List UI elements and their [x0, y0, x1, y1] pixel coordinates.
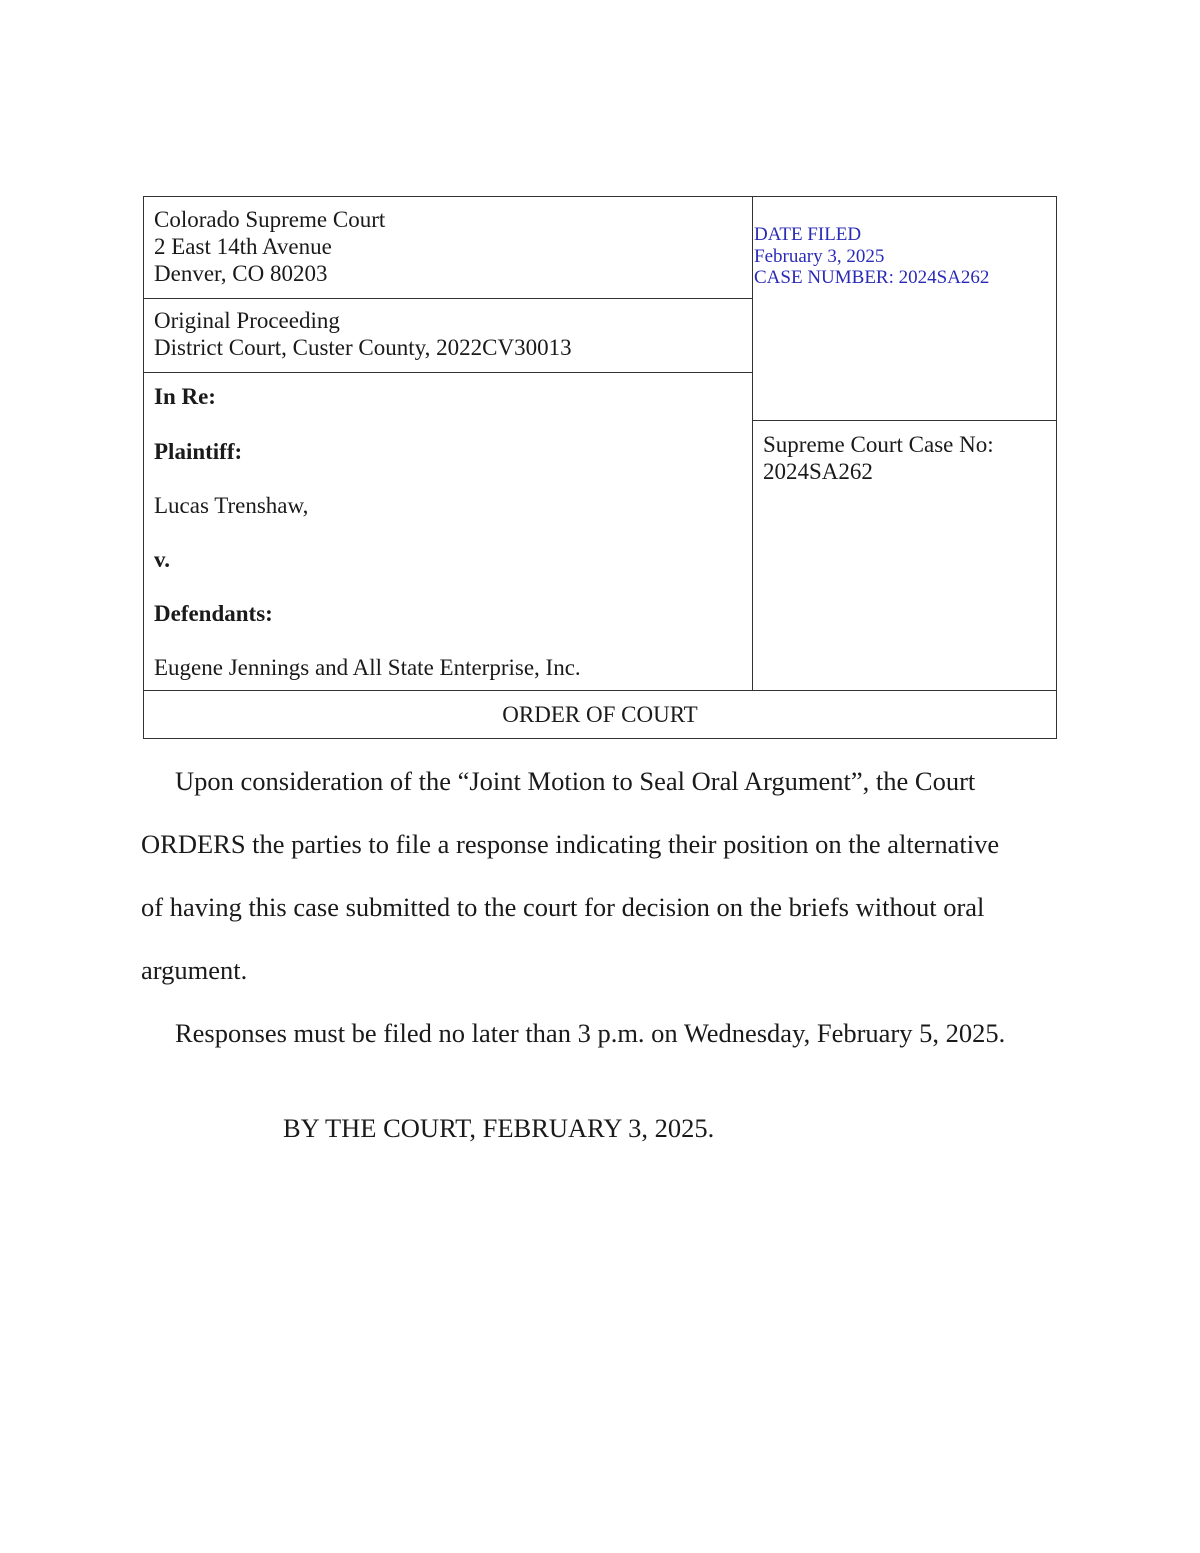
- court-name: Colorado Supreme Court: [154, 207, 386, 232]
- caption-divider-stamp: [752, 420, 1056, 421]
- order-paragraph2: Responses must be filed no later than 3 p.m. on Wednesday, February 5, 2025.: [175, 1018, 1006, 1048]
- plaintiff-name: Lucas Trenshaw,: [154, 493, 309, 518]
- caption-column-divider: [752, 197, 753, 691]
- lower-court: District Court, Custer County, 2022CV30013: [154, 335, 572, 360]
- court-address-line2: Denver, CO 80203: [154, 261, 328, 286]
- signature-line: BY THE COURT, FEBRUARY 3, 2025.: [283, 1113, 715, 1143]
- case-number-block: [763, 431, 994, 485]
- order-paragraph1-line2: ORDERS the parties to file a response indicating their position on the alternative: [141, 829, 1000, 859]
- court-address-line1: 2 East 14th Avenue: [154, 234, 332, 259]
- order-paragraph1-line4: argument.: [141, 955, 248, 985]
- proceeding-block: [154, 307, 572, 361]
- order-paragraph1-line1: Upon consideration of the “Joint Motion to Seal Oral Argument”, the Court: [175, 766, 976, 796]
- filing-stamp-case-number: CASE NUMBER: 2024SA262: [754, 267, 990, 288]
- court-address-block: [154, 206, 385, 287]
- case-caption-table: [143, 196, 1057, 739]
- plaintiff-label: Plaintiff:: [154, 439, 243, 464]
- caption-divider-court: [144, 298, 752, 299]
- filing-stamp: [754, 224, 989, 289]
- defendants-names: Eugene Jennings and All State Enterprise, Inc.: [154, 655, 581, 680]
- versus-label: v.: [154, 547, 170, 572]
- order-title: ORDER OF COURT: [502, 702, 698, 727]
- defendants-label: Defendants:: [154, 601, 273, 626]
- case-number-label: Supreme Court Case No:: [763, 432, 994, 457]
- filing-stamp-label: DATE FILED: [754, 224, 862, 245]
- case-number-value: 2024SA262: [763, 459, 873, 484]
- proceeding-type: Original Proceeding: [154, 308, 340, 333]
- filing-stamp-date: February 3, 2025: [754, 245, 885, 267]
- in-re-label: In Re:: [154, 384, 216, 409]
- order-paragraph1-line3: of having this case submitted to the court for decision on the briefs without oral: [141, 892, 985, 922]
- caption-divider-proceeding: [144, 372, 752, 373]
